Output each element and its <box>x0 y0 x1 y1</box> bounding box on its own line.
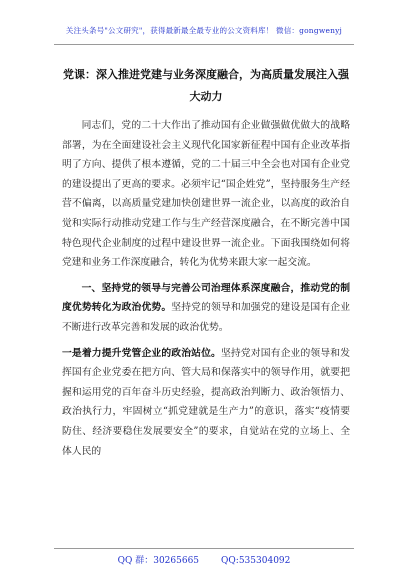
document-body <box>62 116 350 461</box>
footer-divider <box>54 548 354 549</box>
subsection-1-heading: 一是着力提升党管企业的政治站位。 <box>62 347 221 359</box>
intro-paragraph: 同志们，党的二十大作出了推动国有企业做强做优做大的战略部署，为在全面建设社会主义现代化国家新征程中国有企业改革指明了方向、提供了根本遵循，党的二十届三中全会也对国有企业党的建设提出了更高的要求。必须牢记“国企姓党”，坚持服务生产经营不偏离，以高质量党建加快创建世界一流企业，以高度的政治自觉和实际行动推动党建工作与生产经营深度融合，在不断完善中国特色现代企业制度的过程中建设世界一流企业。下面我围绕如何将党建和业务工作深度融合，转化为优势来跟大家一起交流。 <box>62 120 350 269</box>
header-divider <box>54 44 354 45</box>
section-1-heading: 一、坚持党的领导与完善公司治理体系深度融合，推动党的制度优势转化为政治优势。 <box>62 282 350 314</box>
footer-contact <box>0 553 408 566</box>
header-banner: 关注头条号"公文研究"，获得最新最全最专业的公文资料库！ 微信：gongwenyj <box>65 26 343 35</box>
footer-qq: QQ:535304092 <box>221 556 291 566</box>
document-title: 党课：深入推进党建与业务深度融合，为高质量发展注入强大动力 <box>63 68 349 103</box>
footer-qq-group: QQ 群：30265665 <box>117 556 200 566</box>
section-1-text: 坚持党的领导和加强党的建设是国有企业不断进行改革完善和发展的政治优势。 <box>62 302 351 333</box>
section-1-paragraph <box>62 279 350 338</box>
subsection-1-paragraph <box>62 344 350 462</box>
subsection-1-text: 坚持党对国有企业的领导和发挥国有企业党委在把方向、管大局和保落实中的领导作用，就要把握和运用党的百年奋斗历史经验，提高政治判断力、政治领悟力、政治执行力，牢固树立“抓党建就是生产力”的意识，落实“疫情要防住、经济要稳住发展要安全”的要求，自觉站在党的立场上、全体人民的 <box>62 347 351 457</box>
